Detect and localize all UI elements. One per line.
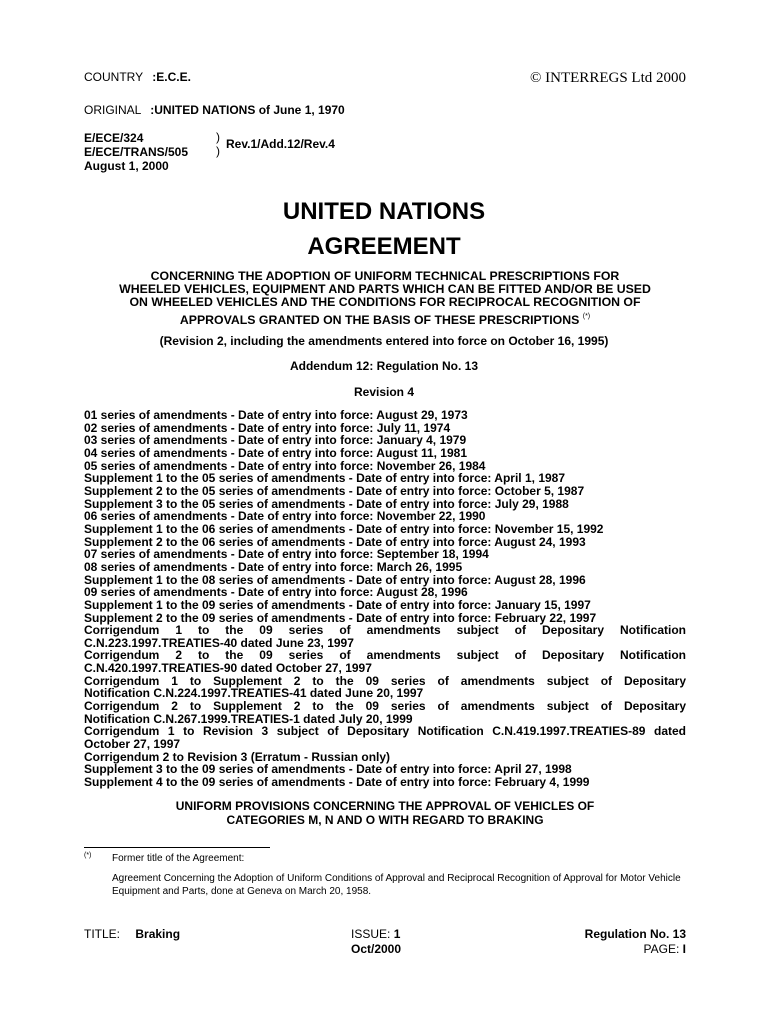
corrigendum-line: Corrigendum 1 to the 09 series of amendments subject of Depositary Notification <box>84 623 686 638</box>
amendment-row: Supplement 1 to the 05 series of amendments - Date of entry into force: April 1, 1987 <box>84 471 566 486</box>
footer-title-label: TITLE: <box>84 927 121 941</box>
amendment-row: Supplement 3 to the 05 series of amendments - Date of entry into force: July 29, 1988 <box>84 496 569 511</box>
concerning-line <box>90 310 680 327</box>
corrigendum-entry <box>84 675 686 700</box>
amendment-row: Supplement 1 to the 08 series of amendments - Date of entry into force: August 28, 1996 <box>84 572 586 587</box>
uniform-line: CATEGORIES M, N AND O WITH REGARD TO BRAKING <box>226 813 544 827</box>
concerning-line-text: APPROVALS GRANTED ON THE BASIS OF THESE PRESCRIPTIONS <box>179 312 580 327</box>
copyright-symbol: © <box>530 70 542 86</box>
title-united-nations: UNITED NATIONS <box>282 198 486 225</box>
footnote-text: Agreement Concerning the Adoption of Uniform Conditions of Approval and Reciprocal Recognition of Approval for Motor Vehicle Equipment and Parts, done at Geneva on March 20, 1958. <box>112 873 681 897</box>
footer-title-value: Braking <box>135 927 181 941</box>
country-label: COUNTRY <box>84 70 143 84</box>
corrigendum-line: October 27, 1997 <box>84 737 181 752</box>
amendment-list <box>84 409 686 789</box>
amendment-row: Supplement 1 to the 06 series of amendments - Date of entry into force: November 15, 1992 <box>84 521 604 536</box>
amendment-row: Supplement 2 to the 09 series of amendments - Date of entry into force: February 22, 1997 <box>84 610 597 625</box>
copyright <box>530 70 686 87</box>
corrigendum-entry <box>84 725 686 750</box>
footer-issue <box>351 927 401 957</box>
original-label: ORIGINAL <box>84 103 141 117</box>
bracket-top: ) <box>216 130 220 144</box>
footnote-title: Former title of the Agreement: <box>112 853 245 864</box>
footer-regulation <box>585 927 686 957</box>
ref-date: August 1, 2000 <box>84 159 169 173</box>
uniform-line: UNIFORM PROVISIONS CONCERNING THE APPROVAL OF VEHICLES OF <box>175 799 595 813</box>
corrigendum-line: Corrigendum 1 to Supplement 2 to the 09 series of amendments subject of Depositary <box>84 673 686 688</box>
footer-issue-date: Oct/2000 <box>351 942 402 956</box>
footnote-ref[interactable]: (*) <box>582 312 591 320</box>
corrigendum-line: C.N.223.1997.TREATIES-40 dated June 23, 1997 <box>84 635 354 650</box>
revision: Revision 4 <box>353 385 415 399</box>
footnote-mark: (*) <box>84 852 92 859</box>
corrigendum-entry <box>84 624 686 649</box>
footer-title <box>84 927 180 942</box>
copyright-brand: INTERREGS <box>545 70 628 86</box>
corrigendum-entry <box>84 700 686 725</box>
ref-bracket <box>216 130 220 158</box>
amendment-row: 07 series of amendments - Date of entry into force: September 18, 1994 <box>84 547 489 562</box>
amendment-row: 05 series of amendments - Date of entry into force: November 26, 1984 <box>84 458 486 473</box>
corrigendum-line: Corrigendum 1 to Revision 3 subject of Depositary Notification C.N.419.1997.TREATIES-89 dated <box>84 724 686 739</box>
corrigendum-line: Notification C.N.267.1999.TREATIES-1 dated July 20, 1999 <box>84 711 413 726</box>
concerning-line: ON WHEELED VEHICLES AND THE CONDITIONS FOR RECIPROCAL RECOGNITION OF <box>129 295 641 310</box>
concerning-line: WHEELED VEHICLES, EQUIPMENT AND PARTS WHICH CAN BE FITTED AND/OR BE USED <box>119 282 651 297</box>
amendment-row: 04 series of amendments - Date of entry into force: August 11, 1981 <box>84 445 468 460</box>
ref-trans: E/ECE/TRANS/505 <box>84 145 189 159</box>
corrigendum-line: Notification C.N.224.1997.TREATIES-41 dated June 20, 1997 <box>84 686 424 701</box>
corrigendum-line: C.N.420.1997.TREATIES-90 dated October 27, 1997 <box>84 661 372 676</box>
copyright-tail: Ltd 2000 <box>631 70 686 86</box>
amendment-row: 06 series of amendments - Date of entry into force: November 22, 1990 <box>84 509 486 524</box>
footer-issue-value: 1 <box>393 927 401 941</box>
amendment-row: Corrigendum 2 to Revision 3 (Erratum - Russian only) <box>84 749 391 764</box>
amendment-row: 08 series of amendments - Date of entry into force: March 26, 1995 <box>84 559 463 574</box>
footer-page-value: I <box>682 942 686 956</box>
amendment-row: Supplement 1 to the 09 series of amendments - Date of entry into force: January 15, 1997 <box>84 597 591 612</box>
ref-ece: E/ECE/324 <box>84 131 144 145</box>
footer-issue-label: ISSUE: <box>351 927 391 941</box>
amendment-row: Supplement 3 to the 09 series of amendments - Date of entry into force: April 27, 1998 <box>84 762 572 777</box>
original-line <box>84 103 345 117</box>
corrigendum-entry <box>84 649 686 674</box>
title-agreement: AGREEMENT <box>307 233 461 260</box>
revision-note: (Revision 2, including the amendments entered into force on October 16, 1995) <box>159 334 609 348</box>
addendum: Addendum 12: Regulation No. 13 <box>289 359 478 373</box>
uniform-provisions <box>84 799 686 827</box>
bracket-bottom: ) <box>216 144 220 158</box>
amendment-row: Supplement 2 to the 05 series of amendments - Date of entry into force: October 5, 1987 <box>84 483 585 498</box>
country-line <box>84 70 191 84</box>
corrigendum-line: Corrigendum 2 to Supplement 2 to the 09 series of amendments subject of Depositary <box>84 699 686 714</box>
footnote-divider <box>84 847 270 848</box>
footer-regulation-number: Regulation No. 13 <box>584 927 686 941</box>
document-refs <box>84 131 188 173</box>
amendment-row: Supplement 2 to the 06 series of amendments - Date of entry into force: August 24, 1993 <box>84 534 586 549</box>
revision-ref: Rev.1/Add.12/Rev.4 <box>226 137 335 151</box>
footer-page-label: PAGE: <box>643 942 680 956</box>
amendment-row: 01 series of amendments - Date of entry into force: August 29, 1973 <box>84 408 468 422</box>
amendment-row: Supplement 4 to the 09 series of amendments - Date of entry into force: February 4, 1999 <box>84 775 590 790</box>
corrigendum-line: Corrigendum 2 to the 09 series of amendments subject of Depositary Notification <box>84 648 686 663</box>
amendment-row: 02 series of amendments - Date of entry into force: July 11, 1974 <box>84 420 451 435</box>
amendment-row: 03 series of amendments - Date of entry into force: January 4, 1979 <box>84 433 467 448</box>
concerning-block <box>90 270 680 327</box>
concerning-line: CONCERNING THE ADOPTION OF UNIFORM TECHNICAL PRESCRIPTIONS FOR <box>150 269 620 283</box>
country-value: :E.C.E. <box>152 70 191 84</box>
amendment-row: 09 series of amendments - Date of entry into force: August 28, 1996 <box>84 585 468 600</box>
original-value: :UNITED NATIONS of June 1, 1970 <box>150 103 345 117</box>
